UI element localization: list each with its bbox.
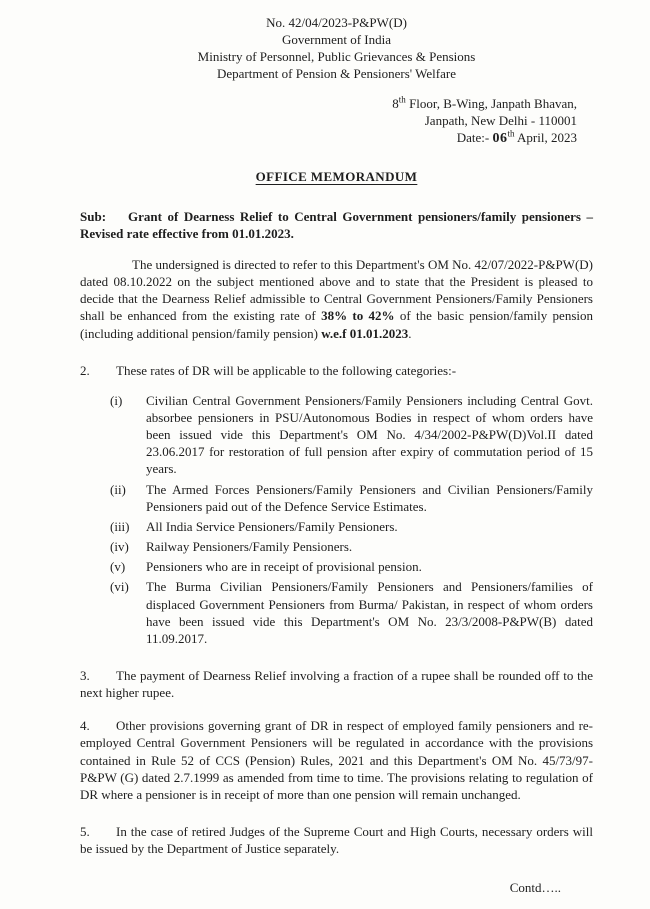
para4-number: 4. (80, 718, 90, 734)
subject-label: Sub: (80, 208, 107, 224)
category-item (110, 481, 593, 515)
category-text: Civilian Central Government Pensioners/Family Pensioners including Central Govt. absorbee pensioners in PSU/Autonomous Bodies in respect of whom orders have been issued vide this Department's OM No. 4/34/2002-P&PW(D)Vol.II dated 23.06.2017 for restoration of full pension after expiry of commutation period of 15 years. (146, 392, 593, 477)
subject-text: Grant of Dearness Relief to Central Government pensioners/family pensioners – Revised rate effective from 01.01.2023. (80, 208, 593, 241)
opening-paragraph (80, 256, 593, 342)
date-ordinal-suffix: th (507, 128, 515, 139)
date-line (80, 129, 577, 148)
category-item (110, 518, 593, 535)
category-item (110, 558, 593, 575)
para1-segment: The undersigned is directed to refer to this Department's OM No. 42/07/2022-P&PW(D) dated 08.10.2022 on the subject mentioned above and to state that the President is pleased to decide that the Dearness Relief admissible to Central Government Pensioners/Family Pensioners shall be enhanced from the existing rate of (80, 256, 593, 324)
ministry-line: Ministry of Personnel, Public Grievances & Pensions (197, 49, 476, 65)
paragraph-4 (80, 717, 593, 803)
category-number: (v) (110, 559, 126, 575)
category-text: The Armed Forces Pensioners/Family Pensioners and Civilian Pensioners/Family Pensioners paid out of the Defence Service Estimates. (146, 481, 593, 514)
category-number: (i) (110, 392, 123, 408)
date-day-handwritten: 06 (492, 130, 508, 146)
para3-text: The payment of Dearness Relief involving a fraction of a rupee shall be rounded off to the next higher rupee. (80, 668, 593, 701)
address-floor-number: 8 (392, 95, 399, 111)
letterhead (80, 14, 593, 83)
category-number: (iv) (110, 539, 129, 555)
para2-number: 2. (80, 362, 90, 378)
category-list (80, 392, 593, 647)
address-line-1-rest: Floor, B-Wing, Janpath Bhavan, (405, 95, 577, 111)
category-number: (iii) (110, 518, 130, 534)
paragraph-3 (80, 667, 593, 701)
address-block (80, 95, 593, 149)
category-text: The Burma Civilian Pensioners/Family Pensioners and Pensioners/families of displaced Government Pensioners from Burma/ Pakistan, in respect of whom orders have been issued vide this Department's OM No. 23/3/2008-P&PW(B) dated 11.09.2017. (146, 579, 593, 646)
date-label: Date:- (456, 129, 493, 145)
address-line-1 (80, 95, 577, 112)
para3-number: 3. (80, 668, 90, 683)
reference-number: No. 42/04/2023-P&PW(D) (266, 15, 407, 30)
memo-title: OFFICE MEMORANDUM (255, 169, 418, 185)
category-item (110, 538, 593, 555)
para4-text: Other provisions governing grant of DR in respect of employed family pensioners and re-employed Central Government Pensioners will be regulated in accordance with the provisions contained in Rule 52 of CCS (Pension) Rules, 2021 and this Department's OM No. 45/73/97-P&PW (G) dated 2.7.1999 as amended from time to time. The provisions relating to regulation of DR where a pensioner is in receipt of more than one pension will remain unchanged. (80, 718, 593, 802)
para5-number: 5. (80, 824, 90, 840)
category-text: Railway Pensioners/Family Pensioners. (146, 539, 353, 555)
para1-effective-date-bold: w.e.f 01.01.2023 (321, 325, 409, 341)
para1-rate-change-bold: 38% to 42% (321, 308, 395, 324)
address-line-2: Janpath, New Delhi - 110001 (424, 112, 577, 128)
paragraph-2 (80, 362, 593, 379)
date-month-year: April, 2023 (514, 129, 577, 145)
category-item (110, 392, 593, 478)
memo-title-wrap (80, 168, 593, 185)
government-line: Government of India (281, 32, 392, 48)
paragraph-5 (80, 823, 593, 857)
para1-segment: of the basic pension/family pension (including additional pension/family pension) (80, 308, 593, 341)
address-ordinal-suffix: th (398, 94, 406, 105)
category-text: All India Service Pensioners/Family Pensioners. (146, 518, 398, 534)
category-number: (vi) (110, 579, 129, 595)
para2-text: These rates of DR will be applicable to the following categories:- (116, 362, 457, 378)
category-item (110, 578, 593, 647)
continued-marker: Contd….. (509, 880, 561, 896)
category-number: (ii) (110, 481, 126, 497)
para5-text: In the case of retired Judges of the Supreme Court and High Courts, necessary orders will be issued by the Department of Justice separately. (80, 824, 593, 857)
subject-line (80, 208, 593, 242)
category-text: Pensioners who are in receipt of provisional pension. (146, 559, 422, 575)
para1-segment: . (408, 325, 412, 341)
department-line: Department of Pension & Pensioners' Welfare (217, 66, 456, 82)
